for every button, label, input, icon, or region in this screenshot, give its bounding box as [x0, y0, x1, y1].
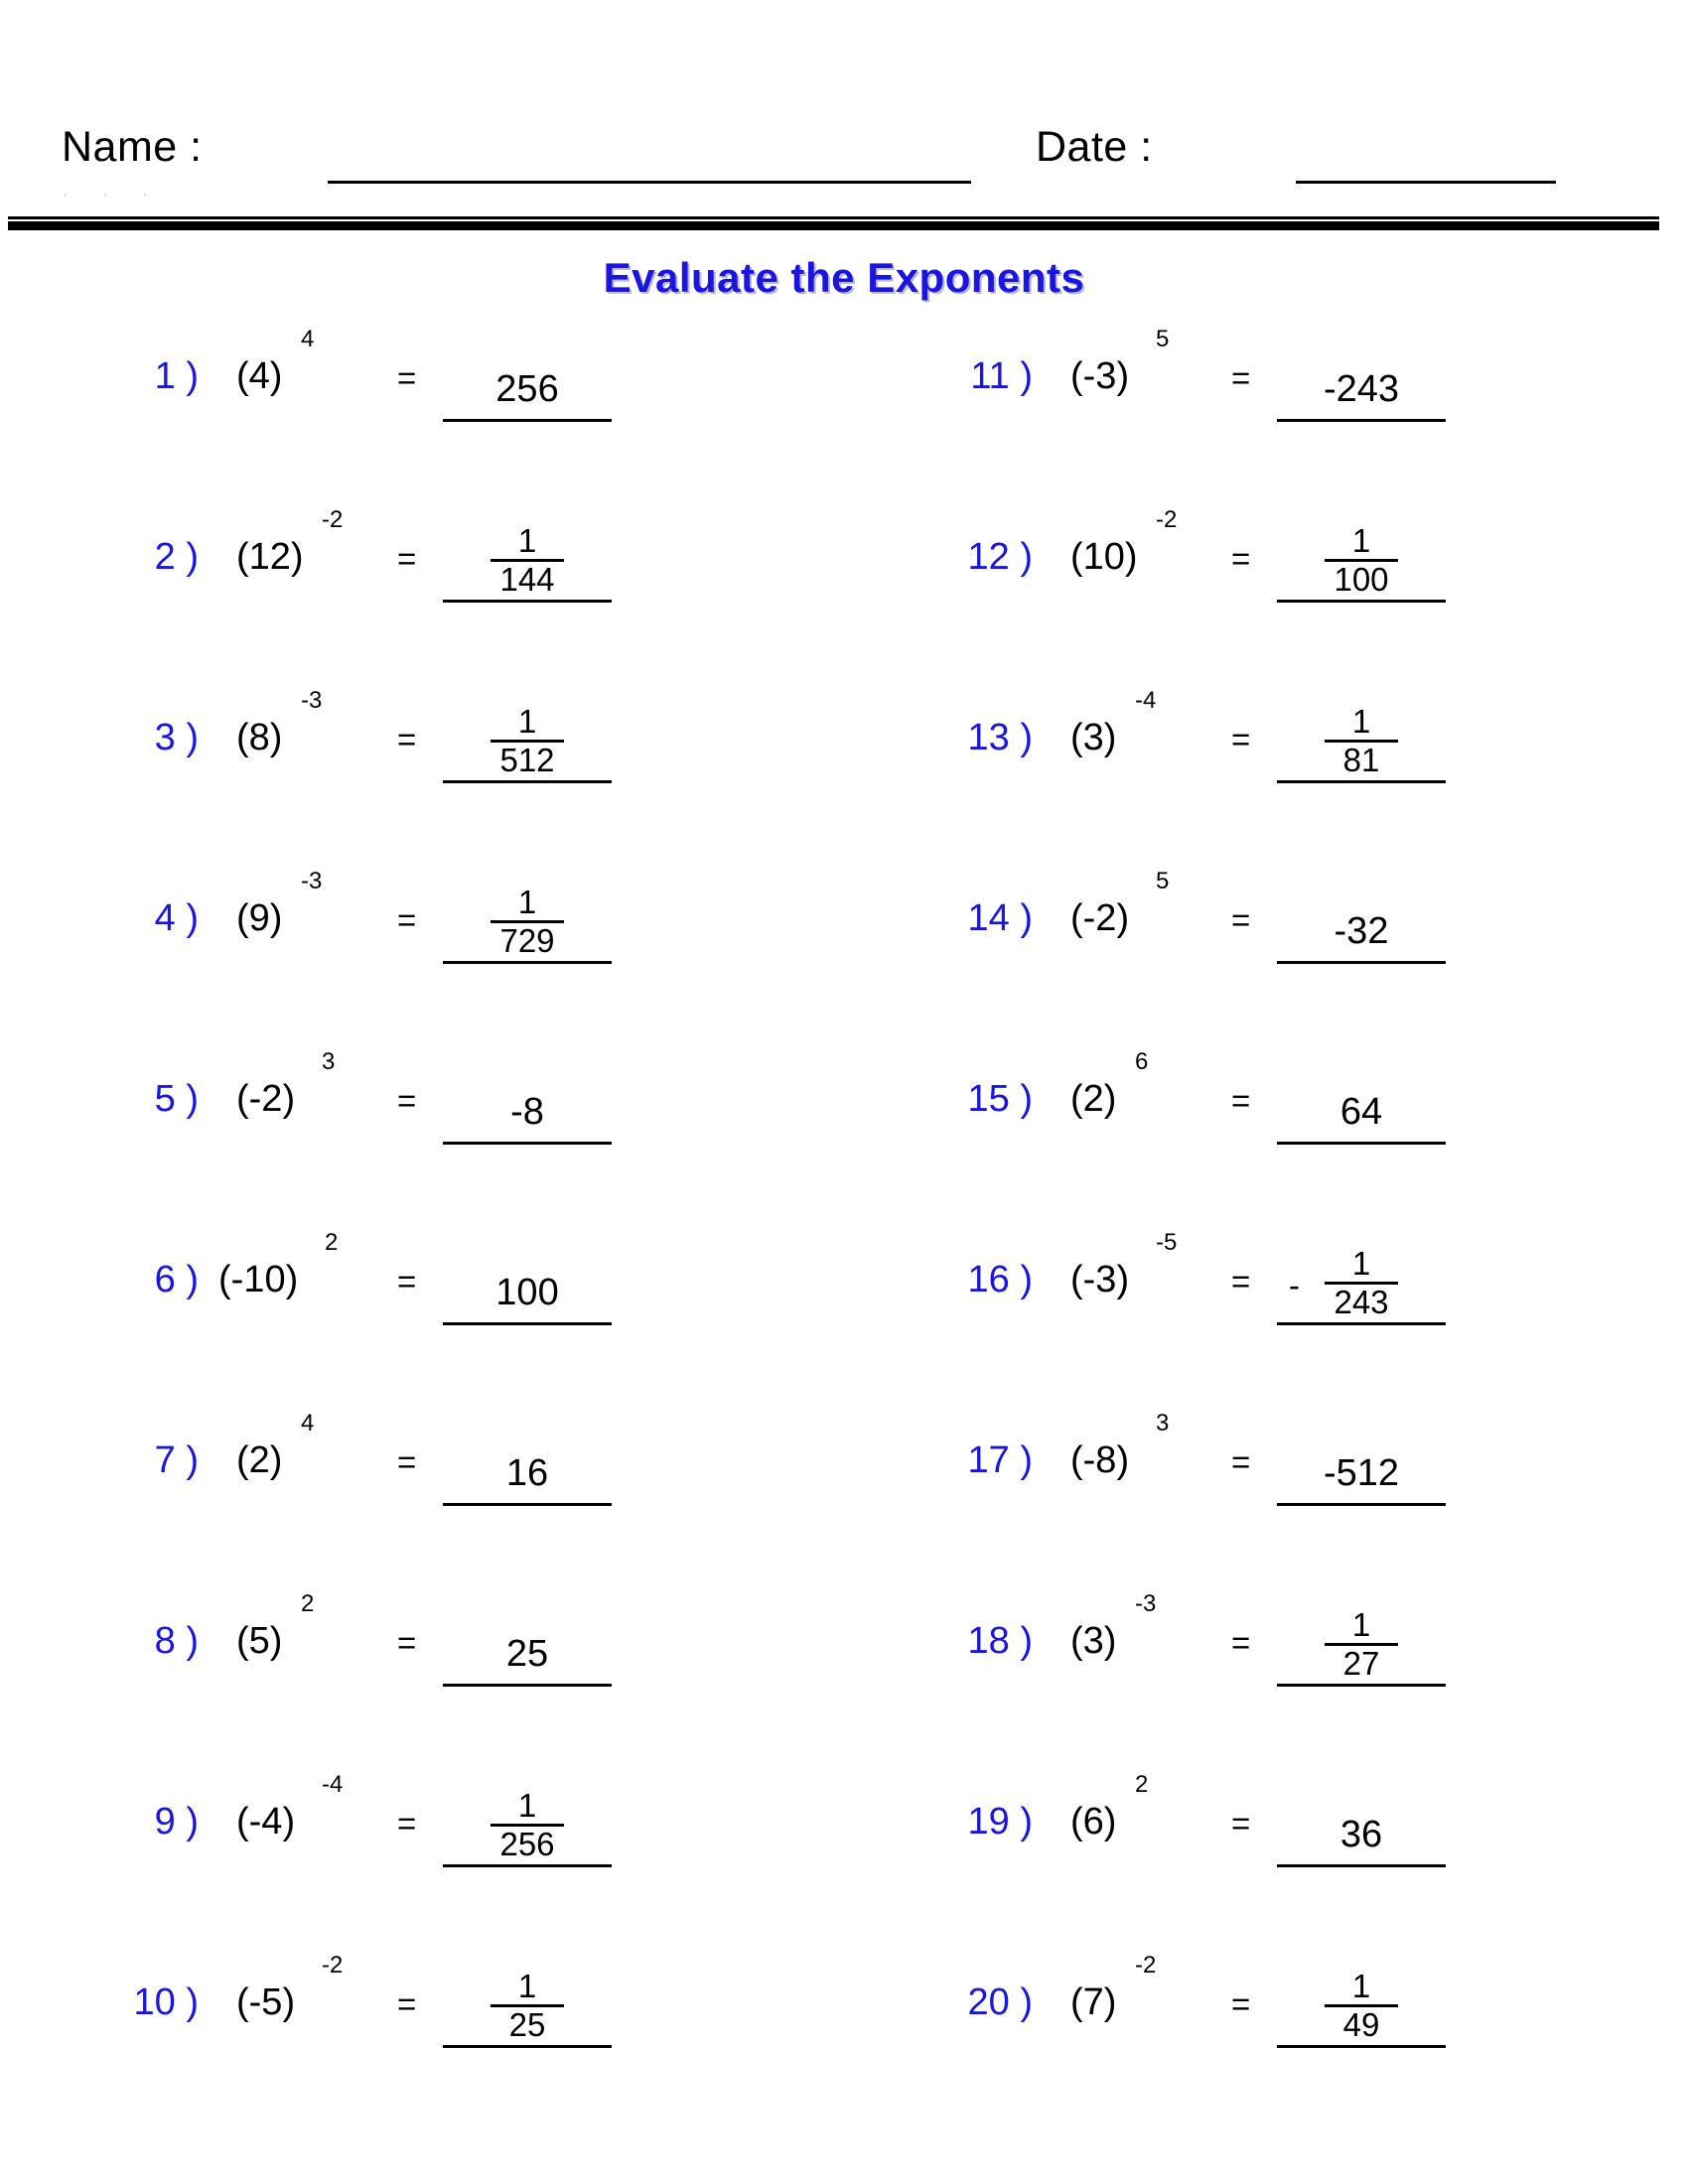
equals-sign: =	[397, 721, 417, 757]
fraction-numerator: 1	[517, 522, 537, 559]
equals-sign: =	[397, 901, 417, 938]
fraction-numerator: 1	[1351, 1606, 1371, 1643]
problem-exponent: -5	[1156, 1229, 1178, 1256]
worksheet-header	[0, 58, 1688, 171]
problem-number: 2 )	[154, 536, 199, 578]
answer-blank[interactable]	[443, 1412, 612, 1506]
fraction-numerator: 1	[517, 1787, 537, 1824]
problem-number: 20 )	[967, 1981, 1033, 2023]
equals-sign: =	[397, 1805, 417, 1842]
problem-row	[79, 1050, 794, 1231]
fraction-denominator: 144	[499, 561, 555, 598]
problem-row	[79, 508, 794, 689]
scan-artifact: · · ·	[62, 184, 163, 205]
fraction-body	[443, 1970, 612, 2041]
fraction-denominator: 27	[1342, 1645, 1380, 1682]
answer-value: 36	[1339, 1814, 1383, 1855]
equals-sign: =	[1231, 1443, 1251, 1480]
equals-sign: =	[397, 1082, 417, 1119]
problem-base: (-3)	[1070, 355, 1130, 397]
problem-row	[79, 689, 794, 870]
fraction-body	[1277, 1970, 1446, 2041]
problem-base: (-8)	[1070, 1439, 1130, 1481]
problem-row	[914, 689, 1628, 870]
answer-blank[interactable]	[443, 1592, 612, 1687]
answer-fraction	[443, 886, 612, 957]
answer-value: 100	[495, 1272, 559, 1313]
answer-value: 256	[495, 368, 559, 410]
problem-base: (-2)	[236, 1078, 296, 1120]
problem-exponent: 4	[301, 326, 315, 352]
problem-base: (12)	[236, 536, 304, 578]
answer-fraction	[443, 1970, 612, 2041]
page-title: Evaluate the Exponents	[603, 254, 1085, 301]
problem-number: 12 )	[967, 536, 1033, 578]
problem-row	[79, 328, 794, 508]
fraction-denominator: 25	[508, 2006, 546, 2043]
problem-column-left	[79, 328, 794, 2134]
equals-sign: =	[397, 1985, 417, 2022]
problem-exponent: -3	[301, 868, 323, 894]
answer-blank[interactable]	[1277, 508, 1446, 603]
problem-exponent: 2	[1135, 1771, 1149, 1798]
answer-blank[interactable]	[1277, 1412, 1446, 1506]
fraction-body	[443, 705, 612, 776]
problem-row	[914, 1050, 1628, 1231]
fraction-denominator: 49	[1342, 2006, 1380, 2043]
problem-row	[914, 1773, 1628, 1954]
problem-exponent: 2	[325, 1229, 339, 1256]
problem-row	[914, 1412, 1628, 1592]
answer-value: 64	[1339, 1091, 1383, 1133]
fraction-numerator: 1	[1351, 522, 1371, 559]
answer-fraction	[1277, 1247, 1446, 1318]
answer-value: -243	[1323, 368, 1400, 410]
problem-number: 18 )	[967, 1620, 1033, 1662]
fraction-body	[443, 1789, 612, 1860]
problem-exponent: 2	[301, 1590, 315, 1617]
problem-number: 16 )	[967, 1259, 1033, 1300]
problem-row	[79, 1231, 794, 1412]
answer-value: -512	[1323, 1452, 1400, 1494]
problem-exponent: -2	[322, 506, 344, 533]
answer-fraction	[1277, 1970, 1446, 2041]
answer-blank[interactable]	[443, 689, 612, 783]
problem-row	[914, 328, 1628, 508]
answer-blank[interactable]	[1277, 1231, 1446, 1325]
fraction-denominator: 81	[1342, 742, 1380, 778]
problem-base: (3)	[1070, 1620, 1117, 1662]
fraction-body	[1277, 524, 1446, 596]
equals-sign: =	[1231, 901, 1251, 938]
problem-row	[79, 1592, 794, 1773]
problem-row	[914, 1954, 1628, 2134]
equals-sign: =	[1231, 1624, 1251, 1661]
fraction-denominator: 729	[499, 922, 555, 959]
problem-base: (6)	[1070, 1801, 1117, 1843]
answer-blank[interactable]	[1277, 328, 1446, 422]
problem-row	[79, 1954, 794, 2134]
problem-exponent: -2	[1135, 1952, 1157, 1979]
problem-exponent: -4	[1135, 687, 1157, 714]
problem-exponent: 4	[301, 1410, 315, 1436]
date-input-line[interactable]	[1296, 181, 1556, 184]
problem-number: 9 )	[154, 1801, 199, 1843]
equals-sign: =	[397, 359, 417, 396]
answer-blank[interactable]	[443, 1773, 612, 1867]
equals-sign: =	[1231, 540, 1251, 577]
problem-row	[79, 1773, 794, 1954]
answer-blank[interactable]	[443, 328, 612, 422]
equals-sign: =	[397, 1624, 417, 1661]
problem-exponent: -3	[301, 687, 323, 714]
problem-base: (2)	[236, 1439, 283, 1481]
problem-exponent: -4	[322, 1771, 344, 1798]
answer-fraction	[443, 705, 612, 776]
fraction-body	[443, 524, 612, 596]
problem-base: (10)	[1070, 536, 1138, 578]
problem-base: (-2)	[1070, 897, 1130, 939]
problem-row	[914, 1231, 1628, 1412]
equals-sign: =	[397, 540, 417, 577]
problem-exponent: 5	[1156, 868, 1170, 894]
problem-base: (-10)	[218, 1259, 299, 1300]
problem-number: 3 )	[154, 717, 199, 758]
problem-base: (5)	[236, 1620, 283, 1662]
equals-sign: =	[1231, 1263, 1251, 1299]
answer-blank[interactable]	[443, 508, 612, 603]
answer-blank[interactable]	[443, 870, 612, 964]
answer-blank[interactable]	[1277, 689, 1446, 783]
fraction-numerator: 1	[1351, 1245, 1371, 1282]
problem-row	[914, 870, 1628, 1050]
problem-exponent: 6	[1135, 1048, 1149, 1075]
fraction-body	[1325, 1247, 1398, 1318]
fraction-body	[443, 886, 612, 957]
problem-column-right	[914, 328, 1628, 2134]
problem-base: (4)	[236, 355, 283, 397]
fraction-numerator: 1	[517, 884, 537, 920]
problem-number: 8 )	[154, 1620, 199, 1662]
answer-blank[interactable]	[443, 1954, 612, 2048]
answer-fraction	[443, 524, 612, 596]
equals-sign: =	[397, 1263, 417, 1299]
problem-base: (2)	[1070, 1078, 1117, 1120]
equals-sign: =	[1231, 721, 1251, 757]
problem-row	[914, 1592, 1628, 1773]
answer-value: 16	[505, 1452, 549, 1494]
name-input-line[interactable]	[328, 181, 971, 184]
fraction-denominator: 256	[499, 1826, 555, 1862]
answer-value: 25	[505, 1633, 549, 1675]
problem-number: 1 )	[154, 355, 199, 397]
answer-blank[interactable]	[1277, 1050, 1446, 1145]
fraction-denominator: 100	[1334, 561, 1389, 598]
problem-number: 19 )	[967, 1801, 1033, 1843]
problem-number: 13 )	[967, 717, 1033, 758]
problem-row	[914, 508, 1628, 689]
answer-blank[interactable]	[443, 1050, 612, 1145]
answer-negative-sign: -	[1289, 1267, 1300, 1303]
problem-base: (-5)	[236, 1981, 296, 2023]
answer-fraction	[1277, 524, 1446, 596]
fraction-body	[1277, 1608, 1446, 1680]
problem-row	[79, 870, 794, 1050]
problem-exponent: 5	[1156, 326, 1170, 352]
fraction-numerator: 1	[1351, 1968, 1371, 2004]
equals-sign: =	[1231, 1082, 1251, 1119]
answer-fraction	[1277, 1608, 1446, 1680]
problem-base: (-4)	[236, 1801, 296, 1843]
problem-base: (8)	[236, 717, 283, 758]
problem-exponent: -3	[1135, 1590, 1157, 1617]
problem-number: 15 )	[967, 1078, 1033, 1120]
equals-sign: =	[397, 1443, 417, 1480]
problem-number: 17 )	[967, 1439, 1033, 1481]
answer-fraction	[443, 1789, 612, 1860]
answer-fraction	[1277, 705, 1446, 776]
problem-number: 4 )	[154, 897, 199, 939]
answer-blank[interactable]	[1277, 1592, 1446, 1687]
fraction-numerator: 1	[1351, 703, 1371, 740]
fraction-numerator: 1	[517, 1968, 537, 2004]
problem-exponent: 3	[1156, 1410, 1170, 1436]
problem-number: 5 )	[154, 1078, 199, 1120]
date-label: Date :	[1036, 123, 1153, 171]
name-label: Name :	[62, 123, 203, 171]
problem-number: 11 )	[970, 355, 1033, 397]
fraction-denominator: 512	[499, 742, 555, 778]
fraction-body	[1277, 705, 1446, 776]
problem-base: (3)	[1070, 717, 1117, 758]
fraction-numerator: 1	[517, 703, 537, 740]
problem-exponent: -2	[1156, 506, 1178, 533]
equals-sign: =	[1231, 1985, 1251, 2022]
answer-blank[interactable]	[1277, 1954, 1446, 2048]
problem-number: 10 )	[133, 1981, 199, 2023]
answer-blank[interactable]	[1277, 870, 1446, 964]
answer-value: -8	[510, 1091, 544, 1133]
equals-sign: =	[1231, 359, 1251, 396]
problem-number: 6 )	[154, 1259, 199, 1300]
answer-value: -32	[1334, 910, 1389, 952]
problem-base: (7)	[1070, 1981, 1117, 2023]
problem-base: (-3)	[1070, 1259, 1130, 1300]
header-divider	[8, 216, 1659, 230]
problem-row	[79, 1412, 794, 1592]
problem-base: (9)	[236, 897, 283, 939]
equals-sign: =	[1231, 1805, 1251, 1842]
problem-number: 14 )	[967, 897, 1033, 939]
problem-exponent: -2	[322, 1952, 344, 1979]
answer-blank[interactable]	[443, 1231, 612, 1325]
problem-exponent: 3	[322, 1048, 336, 1075]
problem-number: 7 )	[154, 1439, 199, 1481]
answer-blank[interactable]	[1277, 1773, 1446, 1867]
fraction-denominator: 243	[1334, 1284, 1389, 1320]
